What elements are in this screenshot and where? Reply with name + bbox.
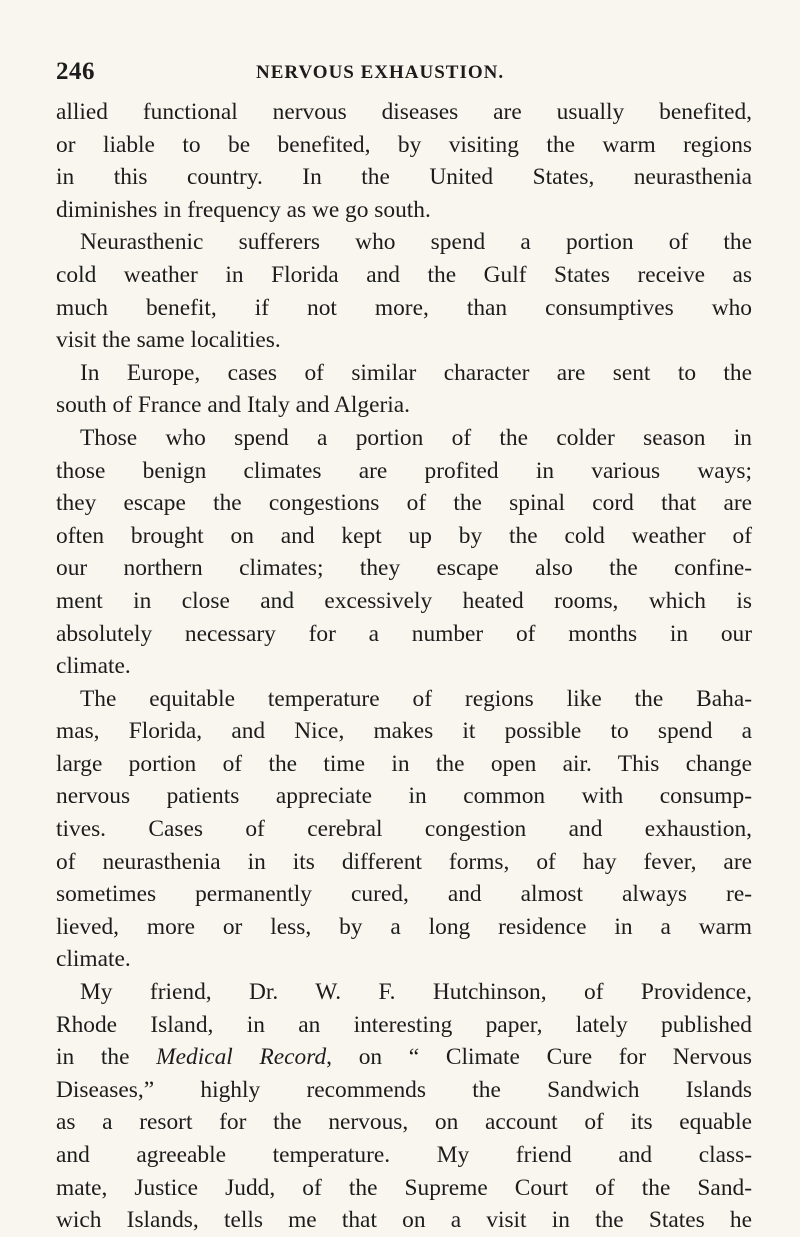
paragraph (56, 96, 752, 226)
text-line: and agreeable temperature. My friend and class- (56, 1142, 752, 1168)
paragraph (56, 226, 752, 356)
text-line: My friend, Dr. W. F. Hutchinson, of Providence, (80, 979, 752, 1006)
text-run: , on “ Climate Cure for Nervous (326, 1044, 752, 1071)
text-line: visit the same localities. (56, 327, 281, 354)
text-line: of neurasthenia in its different forms, of hay fever, are (56, 848, 752, 875)
text-line: In Europe, cases of similar character are sent to the (80, 359, 752, 386)
text-line: as a resort for the nervous, on account of its equable (56, 1109, 752, 1136)
text-line: those benign climates are profited in various ways; (56, 457, 752, 484)
text-line: or liable to be benefited, by visiting the warm regions (56, 131, 752, 158)
text-line: cold weather in Florida and the Gulf States receive as (56, 261, 752, 288)
text-line: nervous patients appreciate in common with consump- (56, 783, 752, 810)
text-line: Neurasthenic sufferers who spend a portion of the (80, 229, 752, 256)
paragraph (56, 683, 752, 976)
page-number: 246 (56, 58, 95, 85)
text-line: climate. (56, 946, 131, 973)
paragraph (56, 976, 752, 1237)
text-line: Rhode Island, in an interesting paper, lately published (56, 1011, 752, 1038)
text-line: Those who spend a portion of the colder season in (80, 424, 752, 451)
text-line: absolutely necessary for a number of months in our (56, 620, 752, 647)
text-line: sometimes permanently cured, and almost always re- (56, 881, 752, 908)
text-line: Diseases,” highly recommends the Sandwich Islands (56, 1076, 752, 1103)
body-text (56, 96, 752, 1237)
running-head: NERVOUS EXHAUSTION. (256, 62, 505, 83)
text-line: wich Islands, tells me that on a visit in the States he (56, 1207, 752, 1234)
text-line: diminishes in frequency as we go south. (56, 196, 431, 223)
text-line (56, 1041, 752, 1074)
book-page (56, 58, 752, 1237)
text-line: they escape the congestions of the spinal cord that are (56, 490, 752, 517)
text-line: tives. Cases of cerebral congestion and exhaustion, (56, 816, 752, 843)
text-line: ment in close and excessively heated rooms, which is (56, 587, 752, 614)
text-line: The equitable temperature of regions like the Baha- (80, 685, 752, 712)
journal-title: Medical Record (156, 1044, 327, 1071)
text-line: allied functional nervous diseases are usually benefited, (56, 99, 752, 125)
text-line: mate, Justice Judd, of the Supreme Court of the Sand- (56, 1174, 752, 1201)
paragraph (56, 422, 752, 683)
text-line: mas, Florida, and Nice, makes it possible to spend a (56, 718, 752, 745)
text-line: climate. (56, 653, 131, 680)
text-line: often brought on and kept up by the cold weather of (56, 522, 752, 549)
page-header (56, 58, 752, 88)
text-line: south of France and Italy and Algeria. (56, 392, 410, 419)
text-line: lieved, more or less, by a long residence in a warm (56, 913, 752, 940)
text-line: our northern climates; they escape also the confine- (56, 555, 752, 582)
paragraph (56, 357, 752, 422)
text-line: large portion of the time in the open air. This change (56, 750, 752, 777)
text-run: in the (56, 1044, 157, 1071)
text-line: much benefit, if not more, than consumptives who (56, 294, 752, 321)
text-line: in this country. In the United States, neurasthenia (56, 164, 752, 191)
